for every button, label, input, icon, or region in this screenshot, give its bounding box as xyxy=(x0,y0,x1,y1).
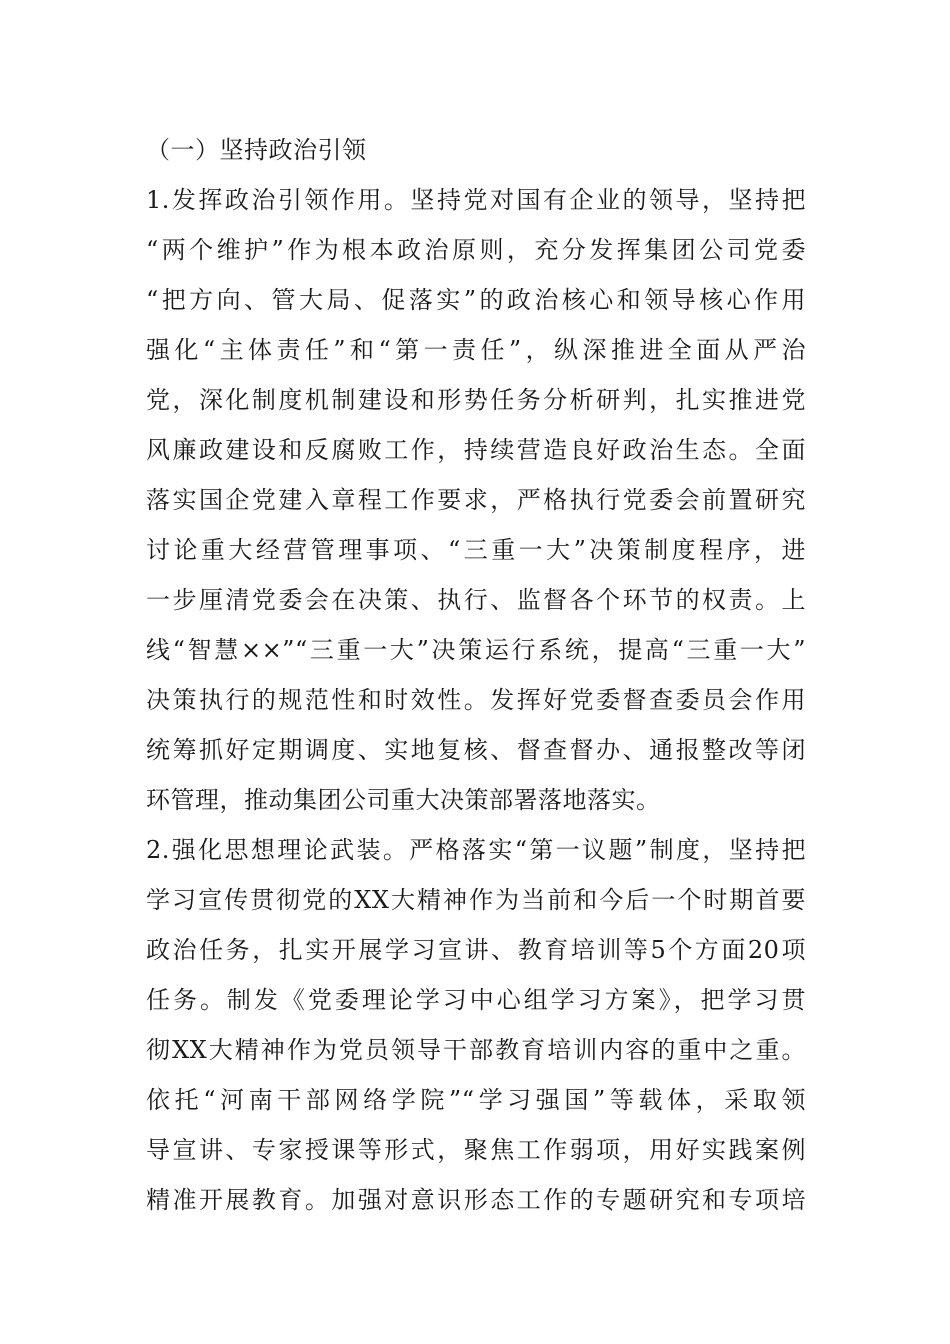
paragraph-line: 政治任务，扎实开展学习宣讲、教育培训等5个方面20项 xyxy=(146,936,806,964)
paragraph-line: 落实国企党建入章程工作要求，严格执行党委会前置研究 xyxy=(146,486,806,514)
paragraph-line: “把方向、管大局、促落实”的政治核心和领导核心作用 xyxy=(146,286,806,314)
section-heading: （一）坚持政治引领 xyxy=(146,136,367,164)
paragraph-line: 决策执行的规范性和时效性。发挥好党委督查委员会作用 xyxy=(146,686,806,714)
paragraph-line: 学习宣传贯彻党的XX大精神作为当前和今后一个时期首要 xyxy=(146,886,806,914)
paragraph-line: 导宣讲、专家授课等形式，聚焦工作弱项，用好实践案例 xyxy=(146,1136,806,1164)
paragraph-line: 一步厘清党委会在决策、执行、监督各个环节的权责。上 xyxy=(146,586,806,614)
paragraph-line: 党，深化制度机制建设和形势任务分析研判，扎实推进党 xyxy=(146,386,806,414)
paragraph-line: 风廉政建设和反腐败工作，持续营造良好政治生态。全面 xyxy=(146,436,806,464)
paragraph-line: “两个维护”作为根本政治原则，充分发挥集团公司党委 xyxy=(146,236,806,264)
paragraph-line: 精准开展教育。加强对意识形态工作的专题研究和专项培 xyxy=(146,1186,806,1214)
paragraph-line: 讨论重大经营管理事项、“三重一大”决策制度程序，进 xyxy=(146,536,806,564)
paragraph-line: 环管理，推动集团公司重大决策部署落地落实。 xyxy=(146,786,661,814)
paragraph-line: 强化“主体责任”和“第一责任”，纵深推进全面从严治 xyxy=(146,336,806,364)
paragraph-line: 依托“河南干部网络学院”“学习强国”等载体，采取领 xyxy=(146,1086,806,1114)
paragraph-line: 线“智慧××”“三重一大”决策运行系统，提高“三重一大” xyxy=(146,636,806,664)
paragraph-line: 统筹抓好定期调度、实地复核、督查督办、通报整改等闭 xyxy=(146,736,806,764)
paragraph-line: 2.强化思想理论武装。严格落实“第一议题”制度，坚持把 xyxy=(146,836,806,864)
paragraph-line: 1.发挥政治引领作用。坚持党对国有企业的领导，坚持把 xyxy=(146,186,806,214)
paragraph-line: 彻XX大精神作为党员领导干部教育培训内容的重中之重。 xyxy=(146,1036,806,1064)
paragraph-line: 任务。制发《党委理论学习中心组学习方案》，把学习贯 xyxy=(146,986,806,1014)
